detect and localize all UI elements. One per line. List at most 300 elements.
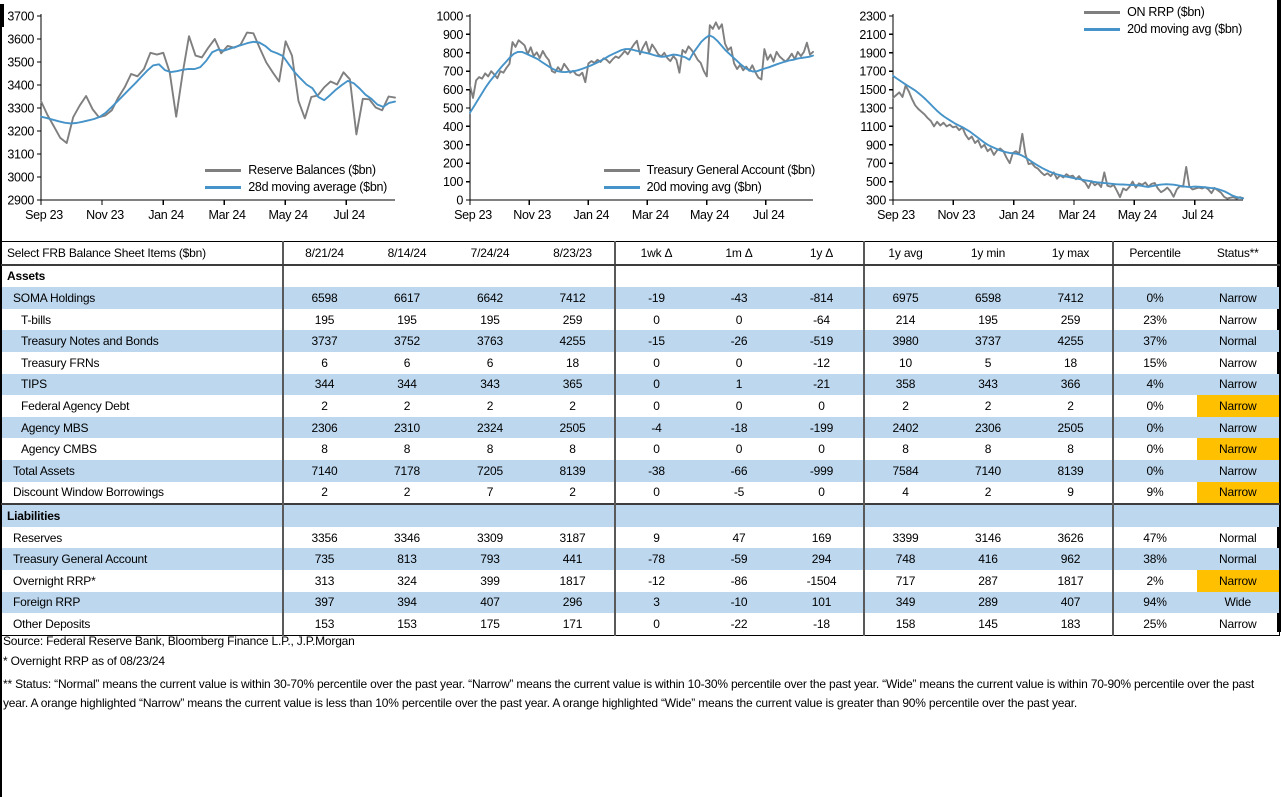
- svg-text:300: 300: [866, 193, 886, 208]
- value-cell: [1113, 504, 1197, 527]
- svg-text:3000: 3000: [7, 170, 34, 185]
- value-cell: 397: [283, 592, 366, 614]
- value-cell: [698, 504, 781, 527]
- value-cell: [947, 504, 1030, 527]
- svg-text:Jan 24: Jan 24: [148, 208, 184, 222]
- value-cell: 2%: [1146, 573, 1164, 588]
- value-cell: 47%: [1143, 530, 1167, 545]
- legend-item: [205, 180, 387, 194]
- svg-text:3700: 3700: [7, 9, 34, 24]
- column-header: 1m Δ: [698, 242, 781, 265]
- value-cell: -22: [730, 616, 748, 631]
- value-cell: 324: [397, 573, 417, 588]
- svg-text:200: 200: [443, 156, 463, 171]
- value-cell: -26: [698, 330, 781, 352]
- value-cell: 37%: [1113, 330, 1197, 352]
- value-cell: 407: [1030, 592, 1113, 614]
- value-cell: 3146: [975, 530, 1001, 545]
- value-cell: 7584: [864, 460, 947, 482]
- value-cell: 8: [403, 442, 411, 457]
- value-cell: 5: [984, 355, 992, 370]
- svg-text:Nov 23: Nov 23: [937, 208, 976, 222]
- value-cell: 195: [978, 312, 998, 327]
- value-cell: 1817: [532, 570, 615, 592]
- table-row: [2, 330, 1280, 352]
- row-label: Treasury FRNs: [2, 352, 283, 374]
- value-cell: 23%: [1143, 312, 1167, 327]
- value-cell: 195: [397, 312, 417, 327]
- status-cell: Narrow: [1219, 355, 1257, 370]
- chart-on-rrp: [848, 0, 1248, 232]
- value-cell: 0%: [1113, 460, 1197, 482]
- value-cell: 0%: [1146, 398, 1164, 413]
- svg-text:0: 0: [456, 193, 463, 208]
- value-cell: 343: [449, 374, 532, 396]
- value-cell: 3399: [892, 530, 919, 545]
- value-cell: 175: [480, 616, 500, 631]
- legend-item: [604, 163, 815, 177]
- svg-text:Sep 23: Sep 23: [454, 208, 492, 222]
- column-header: Percentile: [1113, 242, 1197, 265]
- value-cell: 4255: [1030, 330, 1113, 352]
- value-cell: -999: [781, 460, 864, 482]
- value-cell: 10: [899, 355, 912, 370]
- row-label: Agency CMBS: [2, 438, 283, 460]
- value-cell: -4: [615, 417, 698, 439]
- value-cell: -38: [615, 460, 698, 482]
- value-cell: 7178: [366, 460, 449, 482]
- svg-text:400: 400: [443, 119, 463, 134]
- column-header: Select FRB Balance Sheet Items ($bn): [2, 242, 283, 265]
- status-cell: Narrow: [1197, 460, 1280, 482]
- value-cell: 3626: [1030, 527, 1113, 549]
- row-label: Treasury General Account: [2, 548, 283, 570]
- column-header: 1y Δ: [781, 242, 864, 265]
- legend-label: 20d moving avg ($bn): [646, 180, 762, 194]
- value-cell: 7412: [532, 287, 615, 309]
- svg-text:900: 900: [443, 27, 463, 42]
- legend-label: 28d moving average ($bn): [248, 180, 387, 194]
- value-cell: 7140: [947, 460, 1030, 482]
- footnotes: [3, 634, 1279, 713]
- row-label: TIPS: [2, 374, 283, 396]
- value-cell: 169: [781, 527, 864, 549]
- chart-treasury-general-account: [425, 0, 823, 232]
- column-header: 8/14/24: [366, 242, 449, 265]
- value-cell: [615, 265, 698, 288]
- value-cell: 813: [366, 548, 449, 570]
- table-row: [2, 417, 1280, 439]
- value-cell: 153: [397, 616, 417, 631]
- value-cell: -66: [698, 460, 781, 482]
- value-cell: 1: [698, 374, 781, 396]
- value-cell: 6598: [947, 287, 1030, 309]
- value-cell: 153: [314, 616, 335, 631]
- value-cell: -10: [698, 592, 781, 614]
- row-label: Federal Agency Debt: [2, 395, 283, 417]
- section-row: [2, 265, 1280, 288]
- legend-label: 20d moving avg ($bn): [1127, 22, 1242, 36]
- table-row: [2, 548, 1280, 570]
- value-cell: 3752: [366, 330, 449, 352]
- svg-text:1100: 1100: [860, 119, 886, 134]
- value-cell: 183: [1030, 613, 1113, 635]
- value-cell: 3309: [477, 530, 503, 545]
- value-cell: 9%: [1146, 485, 1164, 500]
- legend-item: [1084, 22, 1242, 36]
- value-cell: 962: [1030, 548, 1113, 570]
- value-cell: 0: [735, 398, 743, 413]
- svg-text:300: 300: [443, 138, 463, 153]
- section-row: [2, 504, 1280, 527]
- value-cell: -18: [698, 417, 781, 439]
- value-cell: 6: [403, 355, 411, 370]
- value-cell: 8: [321, 442, 328, 457]
- row-label: T-bills: [2, 309, 283, 331]
- status-cell: Narrow: [1197, 395, 1280, 417]
- value-cell: 3763: [449, 330, 532, 352]
- value-cell: 3737: [947, 330, 1030, 352]
- table-row: [2, 570, 1280, 592]
- status-cell: Narrow: [1197, 482, 1280, 505]
- value-cell: 0%: [1113, 287, 1197, 309]
- value-cell: 8: [1030, 438, 1113, 460]
- status-cell: Wide: [1197, 592, 1280, 614]
- value-cell: 214: [895, 312, 916, 327]
- value-cell: 8: [486, 442, 494, 457]
- table-header-row: [2, 242, 1280, 265]
- value-cell: 717: [895, 573, 916, 588]
- row-label: Treasury Notes and Bonds: [2, 330, 283, 352]
- column-header: 1y min: [947, 242, 1030, 265]
- value-cell: 735: [283, 548, 366, 570]
- value-cell: 145: [978, 616, 998, 631]
- value-cell: 2: [984, 485, 992, 500]
- value-cell: 2: [984, 398, 992, 413]
- value-cell: 8139: [532, 460, 615, 482]
- svg-text:Mar 24: Mar 24: [208, 208, 246, 222]
- value-cell: [366, 504, 449, 527]
- value-cell: 7140: [283, 460, 366, 482]
- value-cell: 2505: [532, 417, 615, 439]
- value-cell: 3346: [394, 530, 420, 545]
- svg-text:1500: 1500: [859, 83, 886, 98]
- column-header: Status**: [1197, 242, 1280, 265]
- value-cell: 3356: [311, 530, 338, 545]
- status-cell: Normal: [1197, 548, 1280, 570]
- value-cell: 0%: [1146, 442, 1164, 457]
- value-cell: -18: [781, 613, 864, 635]
- balance-sheet-table: [1, 241, 1280, 636]
- value-cell: 259: [532, 309, 615, 331]
- value-cell: -59: [698, 548, 781, 570]
- value-cell: [864, 265, 947, 288]
- legend: [1084, 5, 1242, 36]
- value-cell: 343: [947, 374, 1030, 396]
- row-label: Other Deposits: [2, 613, 283, 635]
- table-row: [2, 309, 1280, 331]
- row-label: SOMA Holdings: [2, 287, 283, 309]
- legend-line-swatch: [1084, 28, 1120, 31]
- value-cell: [698, 265, 781, 288]
- svg-text:2100: 2100: [859, 27, 886, 42]
- value-cell: -5: [733, 485, 745, 500]
- value-cell: 0: [615, 374, 698, 396]
- value-cell: 0: [781, 438, 864, 460]
- value-cell: 407: [449, 592, 532, 614]
- value-cell: 344: [366, 374, 449, 396]
- svg-text:Mar 24: Mar 24: [631, 208, 669, 222]
- status-cell: Narrow: [1219, 312, 1257, 327]
- svg-text:3600: 3600: [7, 32, 34, 47]
- value-cell: 2: [532, 395, 615, 417]
- value-cell: 2: [486, 398, 494, 413]
- value-cell: 2324: [449, 417, 532, 439]
- legend-line-swatch: [205, 186, 241, 189]
- value-cell: 1817: [1030, 570, 1113, 592]
- chart-reserve-balances: [0, 0, 420, 232]
- value-cell: 394: [366, 592, 449, 614]
- table-row: [2, 438, 1280, 460]
- value-cell: 7412: [1030, 287, 1113, 309]
- legend-label: ON RRP ($bn): [1127, 5, 1205, 19]
- value-cell: 6: [321, 355, 328, 370]
- svg-text:2900: 2900: [7, 193, 34, 208]
- value-cell: -78: [615, 548, 698, 570]
- svg-text:2300: 2300: [859, 9, 886, 24]
- value-cell: [947, 265, 1030, 288]
- series-line: [893, 76, 1243, 199]
- svg-text:Jul 24: Jul 24: [752, 208, 785, 222]
- status-cell: Normal: [1197, 330, 1280, 352]
- balance-sheet-grid: [1, 241, 1280, 636]
- value-cell: -21: [781, 374, 864, 396]
- value-cell: -19: [615, 287, 698, 309]
- value-cell: [449, 265, 532, 288]
- value-cell: 0: [653, 616, 660, 631]
- svg-text:Sep 23: Sep 23: [25, 208, 63, 222]
- svg-text:Jan 24: Jan 24: [573, 208, 610, 222]
- table-row: [2, 592, 1280, 614]
- value-cell: 2: [403, 398, 411, 413]
- svg-text:500: 500: [866, 175, 886, 190]
- status-cell: Narrow: [1197, 374, 1280, 396]
- value-cell: 441: [532, 548, 615, 570]
- value-cell: 0: [653, 312, 660, 327]
- value-cell: 38%: [1113, 548, 1197, 570]
- value-cell: 0: [653, 485, 660, 500]
- status-cell: Narrow: [1197, 417, 1280, 439]
- value-cell: 2402: [864, 417, 947, 439]
- value-cell: 0: [735, 442, 743, 457]
- value-cell: 3980: [864, 330, 947, 352]
- value-cell: 748: [864, 548, 947, 570]
- value-cell: [781, 504, 864, 527]
- value-cell: 94%: [1113, 592, 1197, 614]
- value-cell: 47: [732, 530, 746, 545]
- value-cell: 416: [947, 548, 1030, 570]
- value-cell: [1113, 265, 1197, 288]
- row-label: Overnight RRP*: [2, 570, 283, 592]
- row-label: Discount Window Borrowings: [2, 482, 283, 505]
- value-cell: [283, 504, 366, 527]
- value-cell: 6642: [449, 287, 532, 309]
- value-cell: [781, 265, 864, 288]
- value-cell: 4: [902, 485, 909, 500]
- table-row: [2, 352, 1280, 374]
- value-cell: [366, 265, 449, 288]
- value-cell: 3: [615, 592, 698, 614]
- status-cell: Narrow: [1197, 287, 1280, 309]
- value-cell: 287: [978, 573, 998, 588]
- value-cell: 25%: [1143, 616, 1167, 631]
- value-cell: 0: [653, 398, 660, 413]
- value-cell: 9: [1030, 482, 1113, 505]
- value-cell: 2: [403, 485, 411, 500]
- svg-text:800: 800: [443, 46, 463, 61]
- svg-text:1300: 1300: [859, 101, 886, 116]
- value-cell: [615, 504, 698, 527]
- value-cell: -1504: [781, 570, 864, 592]
- svg-text:3300: 3300: [7, 101, 34, 116]
- value-cell: -12: [648, 573, 665, 588]
- legend-item: [205, 163, 387, 177]
- svg-text:1700: 1700: [859, 64, 886, 79]
- table-row: [2, 374, 1280, 396]
- legend-item: [1084, 5, 1242, 19]
- value-cell: 0: [735, 355, 743, 370]
- status-cell: Normal: [1219, 530, 1257, 545]
- row-label: Assets: [2, 265, 283, 288]
- value-cell: 313: [314, 573, 335, 588]
- legend: [205, 163, 387, 194]
- value-cell: 6: [486, 355, 494, 370]
- legend-line-swatch: [1084, 11, 1120, 14]
- value-cell: [532, 265, 615, 288]
- svg-text:May 24: May 24: [268, 208, 308, 222]
- value-cell: 289: [947, 592, 1030, 614]
- value-cell: 259: [1030, 309, 1113, 331]
- column-header: 1y max: [1030, 242, 1113, 265]
- value-cell: 8139: [1030, 460, 1113, 482]
- series-line: [893, 86, 1243, 199]
- value-cell: -814: [781, 287, 864, 309]
- svg-text:100: 100: [443, 175, 463, 190]
- value-cell: 9: [653, 530, 660, 545]
- status-cell: [1197, 504, 1280, 527]
- row-label: Agency MBS: [2, 417, 283, 439]
- column-header: 8/21/24: [283, 242, 366, 265]
- value-cell: 0: [781, 395, 864, 417]
- svg-text:Nov 23: Nov 23: [86, 208, 124, 222]
- table-row: [2, 613, 1280, 635]
- table-row: [2, 460, 1280, 482]
- column-header: 8/23/23: [532, 242, 615, 265]
- value-cell: 294: [781, 548, 864, 570]
- table-row: [2, 287, 1280, 309]
- value-cell: [532, 504, 615, 527]
- svg-text:Sep 23: Sep 23: [877, 208, 915, 222]
- value-cell: 158: [895, 616, 916, 631]
- row-label: Reserves: [2, 527, 283, 549]
- svg-text:Jul 24: Jul 24: [1181, 208, 1214, 222]
- value-cell: 195: [480, 312, 500, 327]
- status-cell: Narrow: [1197, 438, 1280, 460]
- legend-label: Treasury General Account ($bn): [646, 163, 815, 177]
- svg-text:3100: 3100: [7, 147, 34, 162]
- svg-text:May 24: May 24: [1117, 208, 1157, 222]
- value-cell: 3187: [532, 527, 615, 549]
- value-cell: 344: [283, 374, 366, 396]
- svg-text:Mar 24: Mar 24: [1058, 208, 1096, 222]
- value-cell: 2310: [366, 417, 449, 439]
- value-cell: 18: [1030, 352, 1113, 374]
- value-cell: [1030, 504, 1113, 527]
- value-cell: 6598: [283, 287, 366, 309]
- value-cell: 2: [532, 482, 615, 505]
- value-cell: 358: [864, 374, 947, 396]
- svg-text:1000: 1000: [436, 9, 463, 24]
- value-cell: -43: [698, 287, 781, 309]
- status-cell: [1197, 265, 1280, 288]
- table-row: [2, 482, 1280, 505]
- value-cell: 0: [653, 355, 660, 370]
- svg-text:900: 900: [866, 138, 886, 153]
- value-cell: 793: [449, 548, 532, 570]
- status-definition-note: ** Status: “Normal” means the current value is within 30-70% percentile over the past year. “Narrow” means the current value is within 10-30% percentile over the past year. “Wide” means the current value is within 70-90% percentile over the past year. A orange highlighted “Narrow” means the current value is less than 10% percentile over the past year. A orange highlighted “Wide” means the current value is greater than 90% percentile over the past year.: [3, 677, 1254, 711]
- column-header: 1wk Δ: [615, 242, 698, 265]
- value-cell: 0: [735, 312, 743, 327]
- value-cell: 3737: [283, 330, 366, 352]
- value-cell: 0: [781, 482, 864, 505]
- value-cell: 8: [532, 438, 615, 460]
- value-cell: 2306: [283, 417, 366, 439]
- value-cell: 6617: [366, 287, 449, 309]
- svg-text:700: 700: [443, 64, 463, 79]
- table-row: [2, 527, 1280, 549]
- value-cell: 2: [902, 398, 909, 413]
- value-cell: 2505: [1030, 417, 1113, 439]
- value-cell: -15: [615, 330, 698, 352]
- value-cell: 8: [902, 442, 909, 457]
- value-cell: [864, 504, 947, 527]
- row-label: Total Assets: [2, 460, 283, 482]
- svg-text:May 24: May 24: [689, 208, 730, 222]
- svg-text:600: 600: [443, 83, 463, 98]
- legend-line-swatch: [604, 169, 640, 172]
- legend-line-swatch: [604, 186, 640, 189]
- legend-line-swatch: [205, 169, 241, 172]
- series-line: [470, 22, 813, 98]
- value-cell: 101: [781, 592, 864, 614]
- legend-item: [604, 180, 815, 194]
- value-cell: 2306: [947, 417, 1030, 439]
- svg-text:700: 700: [866, 156, 886, 171]
- value-cell: 0: [653, 442, 660, 457]
- overnight-rrp-note: * Overnight RRP as of 08/23/24: [3, 654, 165, 668]
- value-cell: [449, 504, 532, 527]
- value-cell: 0%: [1113, 417, 1197, 439]
- column-header: 7/24/24: [449, 242, 532, 265]
- value-cell: 349: [864, 592, 947, 614]
- value-cell: 2: [321, 398, 328, 413]
- value-cell: -199: [781, 417, 864, 439]
- value-cell: 365: [532, 374, 615, 396]
- svg-text:1900: 1900: [859, 46, 886, 61]
- value-cell: -86: [730, 573, 748, 588]
- value-cell: 7205: [449, 460, 532, 482]
- value-cell: 4%: [1113, 374, 1197, 396]
